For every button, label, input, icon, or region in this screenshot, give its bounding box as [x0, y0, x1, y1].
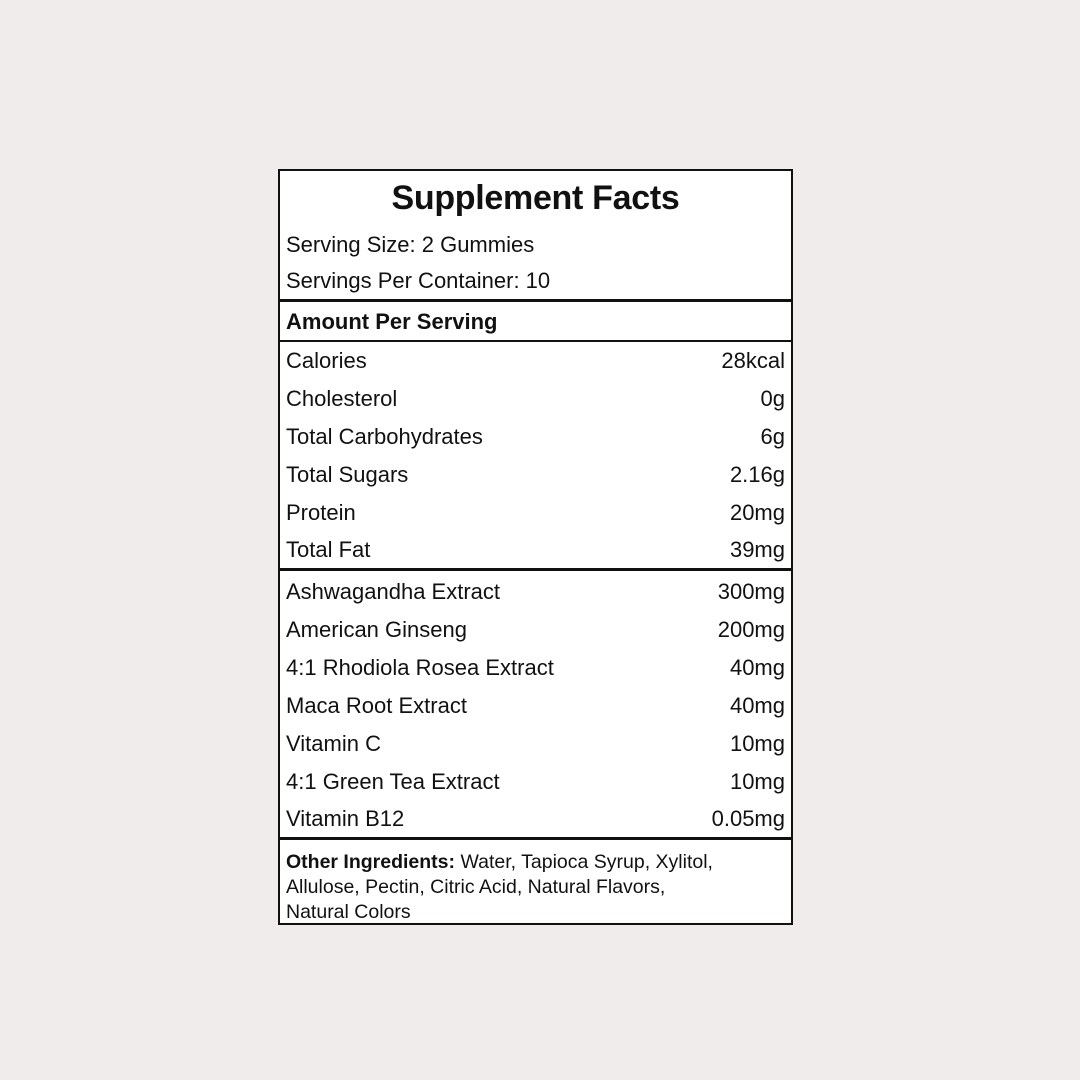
- ingredient-row: [280, 763, 791, 801]
- ingredient-row: [280, 611, 791, 649]
- ingredient-name: American Ginseng: [286, 617, 467, 642]
- ingredient-list: [280, 571, 791, 837]
- nutrient-name: Protein: [286, 500, 356, 525]
- nutrient-row: [280, 342, 791, 380]
- other-ingredients-text: Natural Colors: [286, 901, 411, 923]
- ingredient-row: [280, 573, 791, 611]
- nutrient-amount: 6g: [760, 424, 785, 449]
- ingredient-row: [280, 687, 791, 725]
- ingredient-amount: 200mg: [717, 617, 785, 642]
- other-ingredients-text: Water, Tapioca Syrup, Xylitol,: [455, 851, 713, 873]
- supplement-facts-label: [278, 169, 793, 925]
- nutrient-name: Total Fat: [286, 537, 371, 562]
- ingredient-row: [280, 649, 791, 687]
- serving-size: Serving Size: 2 Gummies: [286, 232, 535, 257]
- ingredient-amount: 10mg: [729, 769, 785, 794]
- nutrient-name: Cholesterol: [286, 386, 398, 411]
- servings-per-container: Servings Per Container: 10: [286, 268, 551, 293]
- nutrient-name: Total Sugars: [286, 462, 409, 487]
- ingredient-amount: 10mg: [729, 731, 785, 756]
- nutrient-amount: 2.16g: [729, 462, 785, 487]
- other-ingredients-label: Other Ingredients:: [286, 851, 456, 873]
- other-ingredients: [280, 840, 791, 925]
- ingredient-name: Vitamin C: [286, 731, 381, 756]
- nutrient-row: [280, 532, 791, 568]
- nutrient-list: [280, 342, 791, 568]
- nutrient-name: Calories: [286, 348, 367, 373]
- ingredient-amount: 40mg: [729, 693, 785, 718]
- nutrient-amount: 39mg: [729, 537, 785, 562]
- ingredient-name: 4:1 Green Tea Extract: [286, 769, 500, 794]
- ingredient-name: Ashwagandha Extract: [286, 579, 501, 604]
- nutrient-row: [280, 456, 791, 494]
- nutrient-row: [280, 380, 791, 418]
- ingredient-amount: 300mg: [717, 579, 785, 604]
- ingredient-row: [280, 725, 791, 763]
- ingredient-name: Maca Root Extract: [286, 693, 467, 718]
- amount-per-serving-header: Amount Per Serving: [286, 309, 498, 334]
- nutrient-amount: 0g: [760, 386, 785, 411]
- other-ingredients-text: Allulose, Pectin, Citric Acid, Natural Flavors,: [286, 876, 666, 898]
- nutrient-row: [280, 494, 791, 532]
- ingredient-name: Vitamin B12: [286, 806, 405, 831]
- nutrient-row: [280, 418, 791, 456]
- nutrient-name: Total Carbohydrates: [286, 424, 483, 449]
- nutrient-amount: 20mg: [729, 500, 785, 525]
- ingredient-row: [280, 801, 791, 837]
- label-title: Supplement Facts: [391, 179, 680, 217]
- nutrient-amount: 28kcal: [721, 348, 785, 373]
- ingredient-name: 4:1 Rhodiola Rosea Extract: [286, 655, 554, 680]
- ingredient-amount: 0.05mg: [711, 806, 785, 831]
- ingredient-amount: 40mg: [729, 655, 785, 680]
